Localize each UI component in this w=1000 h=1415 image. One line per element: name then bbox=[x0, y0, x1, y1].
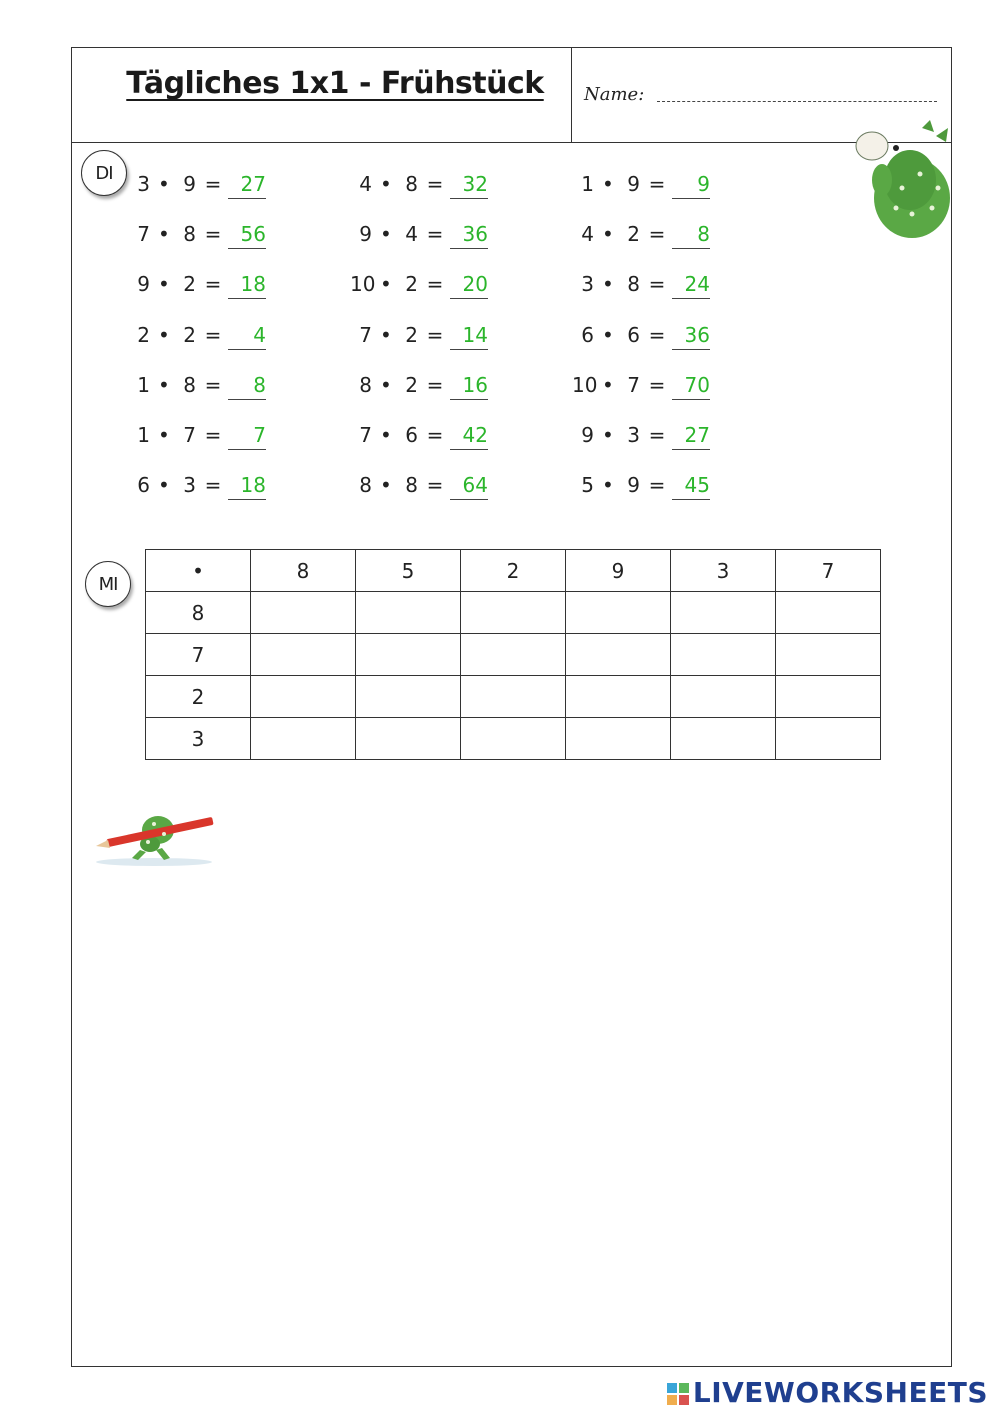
multiply-sign: • bbox=[602, 222, 614, 247]
answer-field[interactable]: 16 bbox=[450, 373, 488, 400]
table-answer-cell[interactable] bbox=[356, 718, 461, 760]
answer-field[interactable]: 36 bbox=[672, 323, 710, 350]
answer-field[interactable]: 4 bbox=[228, 323, 266, 350]
equation-row bbox=[128, 172, 268, 202]
dragon-thinking-icon bbox=[852, 118, 954, 240]
table-answer-cell[interactable] bbox=[776, 676, 881, 718]
brand-logo bbox=[667, 1376, 988, 1409]
factor-b: 9 bbox=[627, 172, 640, 196]
factor-b: 2 bbox=[405, 372, 418, 397]
table-column-header: 3 bbox=[671, 550, 776, 592]
table-row-header: 2 bbox=[146, 676, 251, 718]
table-row bbox=[146, 718, 881, 760]
table-answer-cell[interactable] bbox=[461, 592, 566, 634]
multiply-sign: • bbox=[602, 423, 614, 447]
table-answer-cell[interactable] bbox=[566, 634, 671, 676]
factor-b: 2 bbox=[405, 272, 418, 297]
factor-b: 2 bbox=[183, 272, 196, 297]
multiply-sign: • bbox=[380, 372, 392, 397]
table-answer-cell[interactable] bbox=[671, 592, 776, 634]
equals-sign: = bbox=[648, 473, 666, 498]
factor-a: 9 bbox=[581, 423, 594, 447]
table-answer-cell[interactable] bbox=[776, 592, 881, 634]
equation-row bbox=[572, 222, 712, 252]
day-badge-mi: MI bbox=[85, 561, 131, 607]
table-answer-cell[interactable] bbox=[461, 676, 566, 718]
name-label: Name: bbox=[584, 84, 645, 105]
table-header-row bbox=[146, 550, 881, 592]
factor-a: 8 bbox=[359, 372, 372, 397]
equals-sign: = bbox=[426, 473, 444, 498]
multiply-sign: • bbox=[158, 372, 170, 397]
equation-row bbox=[350, 172, 490, 202]
factor-a: 4 bbox=[581, 222, 594, 247]
factor-b: 3 bbox=[627, 423, 640, 447]
equation-row bbox=[350, 423, 490, 453]
multiply-sign: • bbox=[158, 172, 170, 196]
answer-field[interactable]: 18 bbox=[228, 473, 266, 500]
equals-sign: = bbox=[426, 272, 444, 297]
factor-b: 8 bbox=[405, 172, 418, 196]
table-answer-cell[interactable] bbox=[566, 676, 671, 718]
equals-sign: = bbox=[648, 172, 666, 196]
factor-a: 3 bbox=[137, 172, 150, 196]
table-column-header: 9 bbox=[566, 550, 671, 592]
equals-sign: = bbox=[648, 222, 666, 247]
equation-row bbox=[572, 323, 712, 353]
answer-field[interactable]: 8 bbox=[672, 222, 710, 249]
equals-sign: = bbox=[426, 222, 444, 247]
answer-field[interactable]: 27 bbox=[672, 423, 710, 450]
factor-a: 7 bbox=[359, 322, 372, 347]
factor-b: 9 bbox=[627, 473, 640, 498]
table-answer-cell[interactable] bbox=[251, 676, 356, 718]
table-column-header: 2 bbox=[461, 550, 566, 592]
equals-sign: = bbox=[204, 172, 222, 196]
table-row bbox=[146, 634, 881, 676]
multiply-sign: • bbox=[602, 473, 614, 498]
factor-b: 4 bbox=[405, 222, 418, 247]
factor-a: 9 bbox=[359, 222, 372, 247]
table-row-header: 8 bbox=[146, 592, 251, 634]
brand-text: LIVEWORKSHEETS bbox=[692, 1376, 988, 1409]
table-answer-cell[interactable] bbox=[776, 634, 881, 676]
factor-b: 7 bbox=[627, 372, 640, 397]
equals-sign: = bbox=[204, 423, 222, 447]
equation-row bbox=[128, 473, 268, 503]
equals-sign: = bbox=[426, 172, 444, 196]
answer-field[interactable]: 64 bbox=[450, 473, 488, 500]
factor-b: 3 bbox=[183, 473, 196, 498]
factor-a: 8 bbox=[359, 473, 372, 498]
equals-sign: = bbox=[204, 322, 222, 347]
factor-a: 5 bbox=[581, 473, 594, 498]
equals-sign: = bbox=[204, 222, 222, 247]
equation-row bbox=[128, 373, 268, 403]
table-answer-cell[interactable] bbox=[671, 634, 776, 676]
equation-row bbox=[128, 423, 268, 453]
multiplication-table bbox=[145, 549, 881, 760]
table-answer-cell[interactable] bbox=[251, 634, 356, 676]
factor-b: 2 bbox=[627, 222, 640, 247]
name-field[interactable] bbox=[657, 101, 937, 102]
factor-a: 1 bbox=[581, 172, 594, 196]
multiply-sign: • bbox=[158, 322, 170, 347]
multiply-sign: • bbox=[602, 322, 614, 347]
equation-row bbox=[350, 373, 490, 403]
factor-a: 7 bbox=[359, 423, 372, 447]
factor-b: 2 bbox=[183, 322, 196, 347]
equals-sign: = bbox=[426, 372, 444, 397]
equation-row bbox=[128, 323, 268, 353]
table-column-header: 5 bbox=[356, 550, 461, 592]
factor-b: 8 bbox=[405, 473, 418, 498]
equals-sign: = bbox=[204, 473, 222, 498]
answer-field[interactable]: 36 bbox=[450, 222, 488, 249]
multiply-sign: • bbox=[602, 272, 614, 297]
answer-field[interactable]: 70 bbox=[672, 373, 710, 400]
table-answer-cell[interactable] bbox=[461, 718, 566, 760]
equation-row bbox=[572, 272, 712, 302]
multiply-sign: • bbox=[158, 272, 170, 297]
multiply-sign: • bbox=[380, 473, 392, 498]
multiply-sign: • bbox=[380, 423, 392, 447]
factor-a: 7 bbox=[137, 222, 150, 247]
multiply-sign: • bbox=[380, 172, 392, 196]
equation-row bbox=[350, 222, 490, 252]
factor-a: 2 bbox=[137, 322, 150, 347]
equals-sign: = bbox=[204, 272, 222, 297]
equation-row bbox=[128, 222, 268, 252]
multiply-sign: • bbox=[158, 423, 170, 447]
multiply-sign: • bbox=[380, 322, 392, 347]
equation-row bbox=[572, 373, 712, 403]
equals-sign: = bbox=[426, 423, 444, 447]
equation-row bbox=[572, 172, 712, 202]
factor-a: 10 bbox=[350, 272, 376, 297]
answer-field[interactable]: 18 bbox=[228, 272, 266, 299]
equals-sign: = bbox=[648, 272, 666, 297]
day-badge-di: DI bbox=[81, 150, 127, 196]
factor-b: 8 bbox=[627, 272, 640, 297]
factor-b: 8 bbox=[183, 372, 196, 397]
factor-b: 6 bbox=[627, 322, 640, 347]
factor-a: 6 bbox=[581, 322, 594, 347]
table-answer-cell[interactable] bbox=[356, 634, 461, 676]
table-answer-cell[interactable] bbox=[566, 592, 671, 634]
liveworksheets-logo-icon bbox=[667, 1383, 689, 1405]
factor-b: 8 bbox=[183, 222, 196, 247]
table-answer-cell[interactable] bbox=[356, 676, 461, 718]
equation-row bbox=[350, 323, 490, 353]
multiply-sign: • bbox=[380, 222, 392, 247]
answer-field[interactable]: 20 bbox=[450, 272, 488, 299]
table-answer-cell[interactable] bbox=[461, 634, 566, 676]
equals-sign: = bbox=[648, 322, 666, 347]
table-row bbox=[146, 592, 881, 634]
answer-field[interactable]: 56 bbox=[228, 222, 266, 249]
table-corner-cell: • bbox=[146, 550, 251, 592]
answer-field[interactable]: 42 bbox=[450, 423, 488, 450]
table-column-header: 8 bbox=[251, 550, 356, 592]
factor-a: 9 bbox=[137, 272, 150, 297]
multiply-sign: • bbox=[602, 372, 614, 397]
table-row-header: 3 bbox=[146, 718, 251, 760]
table-column-header: 7 bbox=[776, 550, 881, 592]
equation-row bbox=[128, 272, 268, 302]
table-answer-cell[interactable] bbox=[251, 592, 356, 634]
factor-b: 7 bbox=[183, 423, 196, 447]
factor-b: 6 bbox=[405, 423, 418, 447]
factor-a: 10 bbox=[572, 372, 598, 397]
multiply-sign: • bbox=[158, 473, 170, 498]
table-answer-cell[interactable] bbox=[251, 718, 356, 760]
equals-sign: = bbox=[648, 372, 666, 397]
factor-a: 6 bbox=[137, 473, 150, 498]
factor-a: 4 bbox=[359, 172, 372, 196]
factor-a: 3 bbox=[581, 272, 594, 297]
answer-field[interactable]: 24 bbox=[672, 272, 710, 299]
table-answer-cell[interactable] bbox=[671, 718, 776, 760]
answer-field[interactable]: 14 bbox=[450, 323, 488, 350]
factor-a: 1 bbox=[137, 372, 150, 397]
equation-row bbox=[572, 473, 712, 503]
multiply-sign: • bbox=[158, 222, 170, 247]
answer-field[interactable]: 7 bbox=[228, 423, 266, 450]
equals-sign: = bbox=[648, 423, 666, 447]
table-row-header: 7 bbox=[146, 634, 251, 676]
equation-row bbox=[350, 473, 490, 503]
table-answer-cell[interactable] bbox=[776, 718, 881, 760]
equation-row bbox=[350, 272, 490, 302]
equals-sign: = bbox=[426, 322, 444, 347]
multiply-sign: • bbox=[380, 272, 392, 297]
dragon-pencil-icon bbox=[94, 806, 218, 868]
answer-field[interactable]: 27 bbox=[228, 172, 266, 199]
factor-b: 2 bbox=[405, 322, 418, 347]
table-row bbox=[146, 676, 881, 718]
page-title: Tägliches 1x1 - Frühstück bbox=[126, 66, 544, 101]
answer-field[interactable]: 9 bbox=[672, 172, 710, 199]
table-answer-cell[interactable] bbox=[356, 592, 461, 634]
answer-field[interactable]: 45 bbox=[672, 473, 710, 500]
answer-field[interactable]: 32 bbox=[450, 172, 488, 199]
table-answer-cell[interactable] bbox=[671, 676, 776, 718]
multiply-sign: • bbox=[602, 172, 614, 196]
equation-row bbox=[572, 423, 712, 453]
factor-a: 1 bbox=[137, 423, 150, 447]
factor-b: 9 bbox=[183, 172, 196, 196]
equals-sign: = bbox=[204, 372, 222, 397]
table-answer-cell[interactable] bbox=[566, 718, 671, 760]
answer-field[interactable]: 8 bbox=[228, 373, 266, 400]
